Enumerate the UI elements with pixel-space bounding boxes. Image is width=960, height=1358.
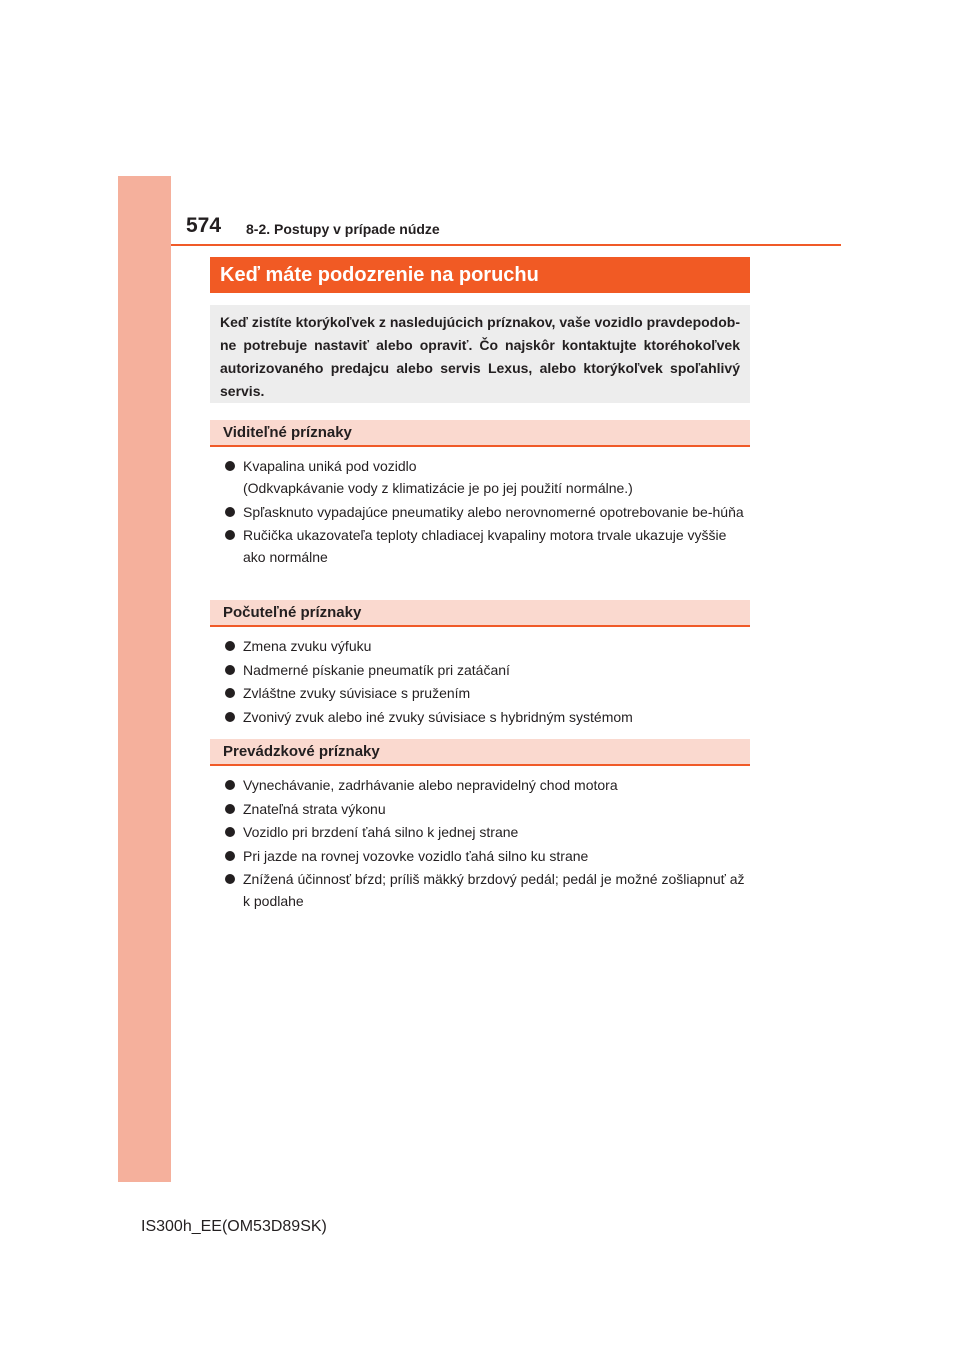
side-color-bar bbox=[118, 176, 171, 1182]
visible-symptoms-list bbox=[223, 455, 750, 570]
list-item-text: Kvapalina uniká pod vozidlo bbox=[243, 458, 417, 474]
list-item bbox=[223, 455, 750, 499]
bullet-icon bbox=[225, 780, 235, 790]
list-item bbox=[223, 798, 750, 820]
list-item bbox=[223, 524, 750, 568]
operational-symptoms-list bbox=[223, 774, 750, 914]
intro-text: Keď zistíte ktorýkoľvek z nasledujúcich príznakov, vaše vozidlo pravdepodob-ne potrebuje nastaviť alebo opraviť. Čo najskôr kontaktujte ktoréhokoľvek autorizovaného predajcu alebo servis Lexus, alebo ktorýkoľvek spoľahlivý servis. bbox=[220, 314, 740, 399]
operational-symptoms-heading bbox=[210, 739, 750, 766]
list-item-text: Pri jazde na rovnej vozovke vozidlo ťahá silno ku strane bbox=[243, 847, 589, 864]
list-item bbox=[223, 868, 750, 912]
page-number: 574 bbox=[186, 214, 222, 237]
list-item bbox=[223, 774, 750, 796]
footer-document-code: IS300h_EE(OM53D89SK) bbox=[141, 1218, 327, 1235]
list-item bbox=[223, 821, 750, 843]
bullet-icon bbox=[225, 851, 235, 861]
list-item bbox=[223, 845, 750, 867]
audible-symptoms-heading bbox=[210, 600, 750, 627]
visible-symptoms-heading bbox=[210, 420, 750, 447]
list-item bbox=[223, 659, 750, 681]
operational-symptoms-title: Prevádzkové príznaky bbox=[223, 743, 380, 760]
intro-box bbox=[210, 305, 750, 403]
list-item bbox=[223, 706, 750, 728]
list-item-text: Vynechávanie, zadrhávanie alebo nepravidelný chod motora bbox=[243, 777, 618, 793]
bullet-icon bbox=[225, 827, 235, 837]
list-item-text: Znížená účinnosť bŕzd; príliš mäkký brzdový pedál; pedál je možné zošliapnuť až k podlahe bbox=[243, 871, 745, 909]
list-item-text: Nadmerné pískanie pneumatík pri zatáčaní bbox=[243, 661, 510, 678]
bullet-icon bbox=[225, 874, 235, 884]
visible-symptoms-title: Viditeľné príznaky bbox=[223, 424, 352, 441]
list-item-text: Vozidlo pri brzdení ťahá silno k jednej strane bbox=[243, 824, 519, 840]
list-item bbox=[223, 635, 750, 657]
bullet-icon bbox=[225, 530, 235, 540]
section-title: 8-2. Postupy v prípade núdze bbox=[246, 221, 440, 237]
list-item bbox=[223, 682, 750, 704]
list-item-text: Zvláštne zvuky súvisiace s pružením bbox=[243, 685, 471, 701]
list-item-text: Zmena zvuku výfuku bbox=[243, 638, 372, 654]
list-item-text: Zvonivý zvuk alebo iné zvuky súvisiace s hybridným systémom bbox=[243, 708, 633, 725]
bullet-icon bbox=[225, 461, 235, 471]
bullet-icon bbox=[225, 507, 235, 517]
bullet-icon bbox=[225, 665, 235, 675]
main-heading-text: Keď máte podozrenie na poruchu bbox=[220, 263, 539, 286]
bullet-icon bbox=[225, 804, 235, 814]
audible-symptoms-list bbox=[223, 635, 750, 729]
header-rule bbox=[171, 244, 841, 246]
main-heading bbox=[210, 257, 750, 293]
list-item-text: Ručička ukazovateľa teploty chladiacej kvapaliny motora trvale ukazuje vyššie ako normálne bbox=[243, 527, 727, 565]
audible-symptoms-title: Počuteľné príznaky bbox=[223, 604, 362, 621]
list-item-note: (Odkvapkávanie vody z klimatizácie je po jej použití normálne.) bbox=[243, 480, 633, 496]
bullet-icon bbox=[225, 641, 235, 651]
bullet-icon bbox=[225, 688, 235, 698]
list-item-text: Znateľná strata výkonu bbox=[243, 800, 386, 817]
list-item bbox=[223, 501, 750, 523]
bullet-icon bbox=[225, 712, 235, 722]
list-item-text: Spľasknuto vypadajúce pneumatiky alebo nerovnomerné opotrebovanie be-húňa bbox=[243, 503, 744, 520]
